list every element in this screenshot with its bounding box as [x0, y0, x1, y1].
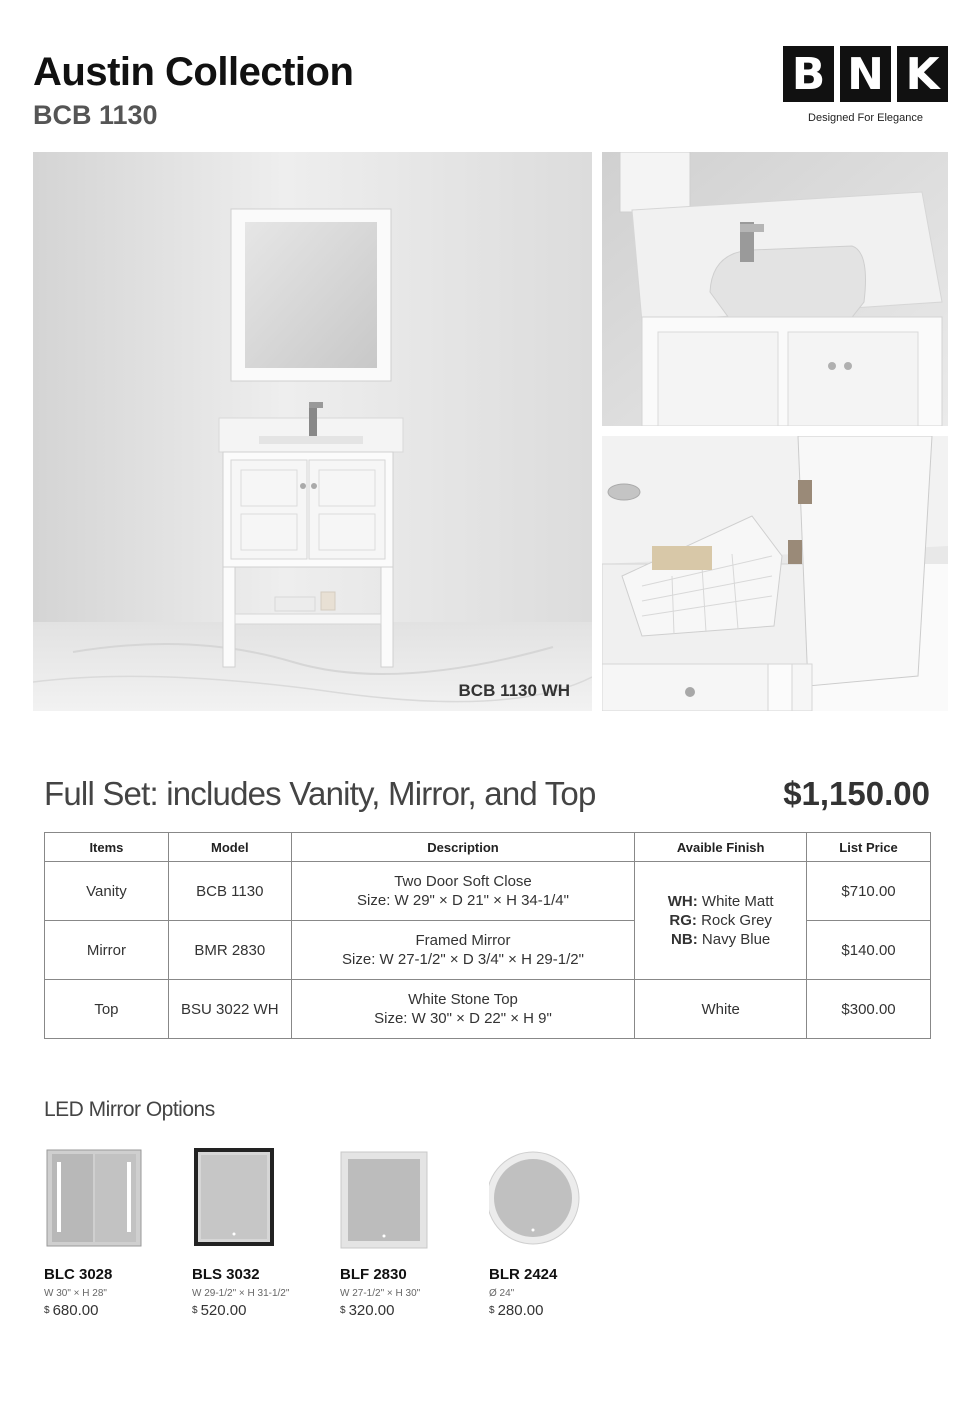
row-description: [291, 980, 635, 1039]
row-description-line2: Size: W 30" × D 22" × H 9": [374, 1010, 552, 1027]
led-size: Ø 24": [489, 1288, 515, 1299]
row-model: BSU 3022 WH: [168, 980, 291, 1039]
led-option-bls3032: [192, 1148, 332, 1319]
model-number: BCB 1130: [33, 100, 158, 130]
logo-letter-k: K: [897, 46, 948, 102]
table-row: [45, 980, 931, 1039]
led-price: 680.00: [52, 1302, 99, 1319]
finish-name: Navy Blue: [701, 931, 771, 948]
row-item: Mirror: [45, 921, 169, 980]
row-description-line1: Two Door Soft Close: [394, 873, 532, 890]
row-description-line2: Size: W 29" × D 21" × H 34-1/4": [357, 892, 569, 909]
row-description: [291, 921, 635, 980]
row-model: BMR 2830: [168, 921, 291, 980]
currency-symbol: $: [192, 1305, 198, 1316]
led-price: 280.00: [497, 1302, 544, 1319]
row-description-line2: Size: W 27-1/2" × D 3/4" × H 29-1/2": [342, 951, 584, 968]
main-product-photo: [33, 152, 592, 711]
finish-code: RG:: [669, 912, 697, 929]
header-list-price: List Price: [807, 833, 931, 862]
sink-detail-photo: [602, 152, 948, 426]
row-item: Top: [45, 980, 169, 1039]
finish-name: White Matt: [701, 893, 774, 910]
currency-symbol: $: [340, 1305, 346, 1316]
row-price: $140.00: [807, 921, 931, 980]
finish-code: WH:: [667, 893, 698, 910]
logo-tagline: Designed For Elegance: [808, 112, 923, 124]
round-led-mirror-image: [489, 1148, 629, 1250]
logo-letter-b: B: [783, 46, 834, 102]
header-model: Model: [168, 833, 291, 862]
table-header-row: [45, 833, 931, 862]
row-description-line1: Framed Mirror: [415, 932, 511, 949]
page-title: Austin Collection: [33, 50, 354, 94]
row-description-line1: White Stone Top: [408, 991, 518, 1008]
row-model: BCB 1130: [168, 862, 291, 921]
main-photo-label: BCB 1130 WH: [458, 681, 570, 700]
led-price: 520.00: [200, 1302, 247, 1319]
finish-options: [635, 862, 807, 980]
full-set-price: $1,150.00: [783, 775, 930, 812]
full-set-label: Full Set: includes Vanity, Mirror, and Top: [44, 775, 596, 812]
cabinet-interior-photo: [602, 436, 948, 711]
led-model: BLC 3028: [44, 1266, 113, 1283]
led-model: BLS 3032: [192, 1266, 260, 1283]
led-option-blc3028: [44, 1148, 184, 1319]
led-model: BLR 2424: [489, 1266, 558, 1283]
currency-symbol: $: [44, 1305, 50, 1316]
header-description: Description: [291, 833, 635, 862]
currency-symbol: $: [489, 1305, 495, 1316]
led-price: 320.00: [348, 1302, 395, 1319]
row-finish: White: [635, 980, 807, 1039]
header-items: Items: [45, 833, 169, 862]
table-row: [45, 862, 931, 921]
spec-table: [44, 832, 931, 1039]
frameless-led-mirror-image: [340, 1148, 480, 1250]
led-size: W 27-1/2" × H 30": [340, 1288, 421, 1299]
row-item: Vanity: [45, 862, 169, 921]
row-price: $300.00: [807, 980, 931, 1039]
led-section-title: LED Mirror Options: [44, 1098, 215, 1121]
finish-code: NB:: [671, 931, 698, 948]
framed-led-mirror-image: [192, 1148, 332, 1250]
led-model: BLF 2830: [340, 1266, 407, 1283]
row-description: [291, 862, 635, 921]
led-option-blf2830: [340, 1148, 480, 1319]
medicine-cabinet-mirror-image: [44, 1148, 184, 1250]
led-size: W 30" × H 28": [44, 1288, 107, 1299]
led-size: W 29-1/2" × H 31-1/2": [192, 1288, 290, 1299]
brand-logo: [783, 46, 948, 124]
led-option-blr2424: [489, 1148, 629, 1319]
finish-name: Rock Grey: [701, 912, 772, 929]
row-price: $710.00: [807, 862, 931, 921]
logo-letter-n: N: [840, 46, 891, 102]
header-finish: Avaible Finish: [635, 833, 807, 862]
